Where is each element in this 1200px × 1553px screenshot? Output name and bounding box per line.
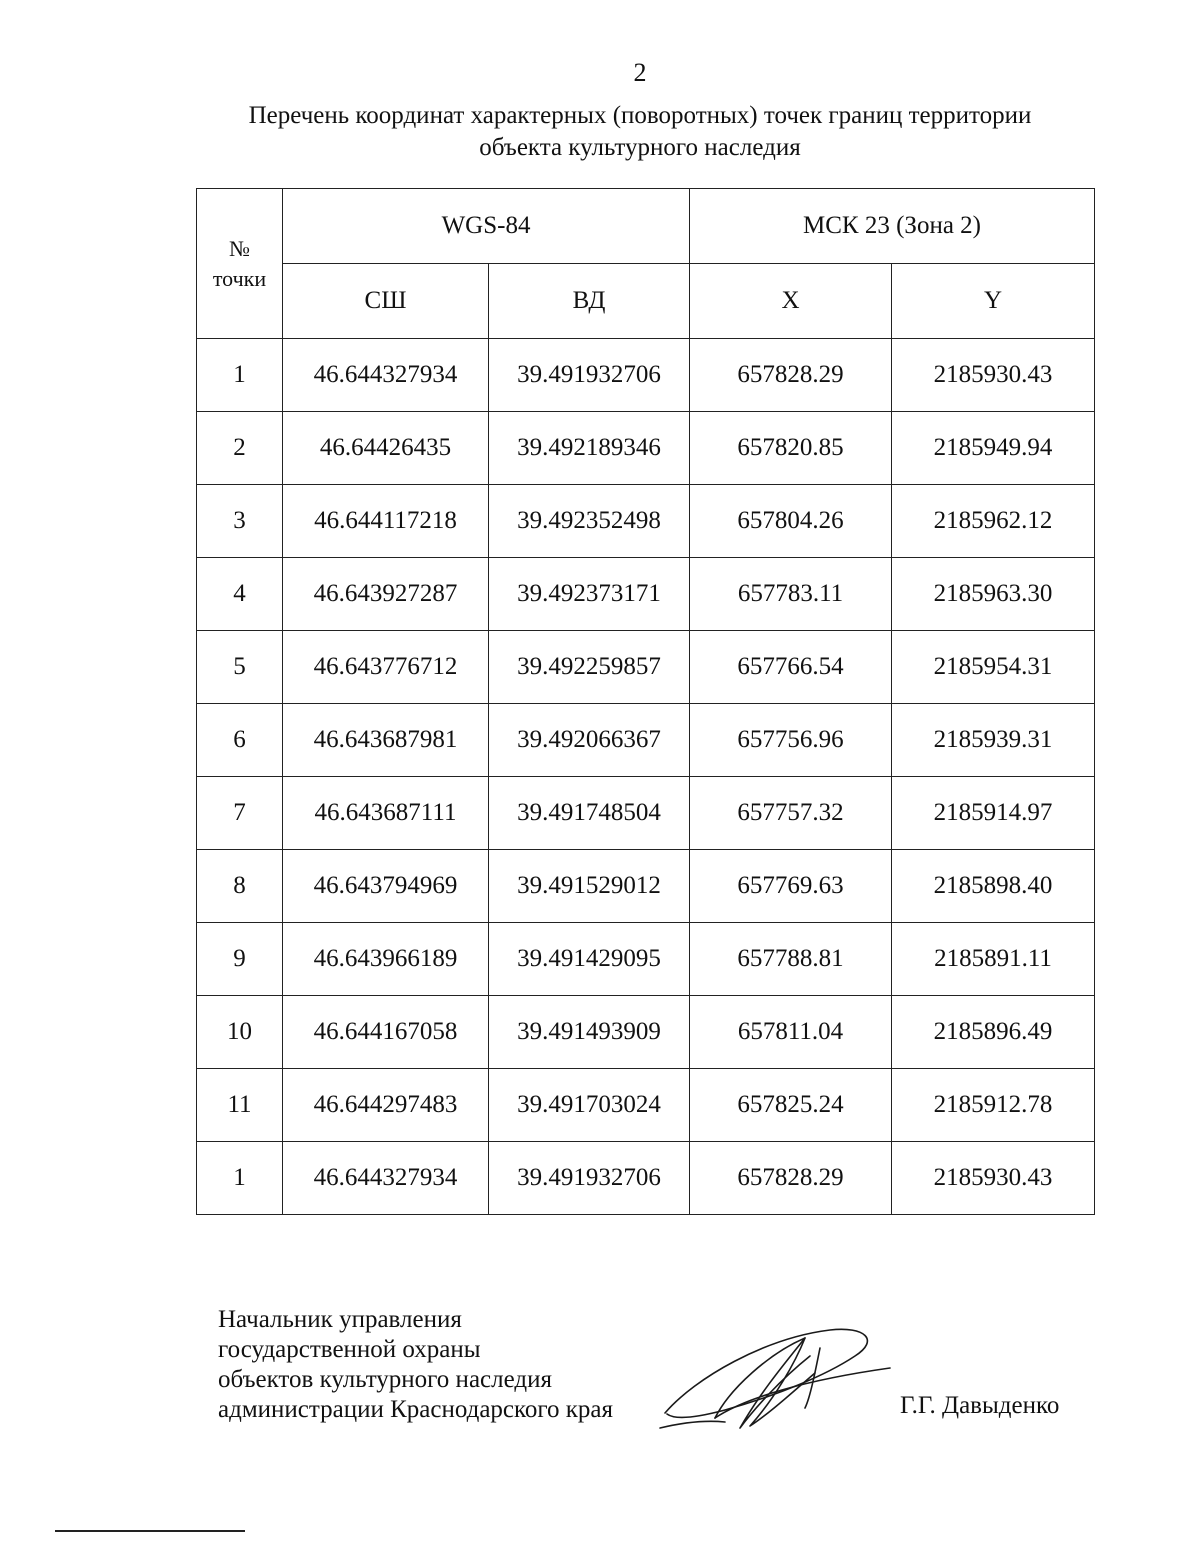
longitude-cell: 39.492066367 — [489, 704, 690, 777]
point-number-cell: 1 — [197, 339, 283, 412]
point-number-cell: 3 — [197, 485, 283, 558]
table-row — [197, 1069, 1095, 1142]
signer-position-line: государственной охраны — [218, 1336, 481, 1363]
latitude-cell: 46.643687981 — [283, 704, 489, 777]
y-cell: 2185914.97 — [892, 777, 1095, 850]
table-row — [197, 850, 1095, 923]
longitude-cell: 39.491529012 — [489, 850, 690, 923]
longitude-cell: 39.492352498 — [489, 485, 690, 558]
signature-stroke — [715, 1368, 890, 1418]
signature-stroke — [665, 1329, 867, 1417]
latitude-cell: 46.643687111 — [283, 777, 489, 850]
signer-position-line: администрации Краснодарского края — [218, 1396, 614, 1423]
y-cell: 2185896.49 — [892, 996, 1095, 1069]
table-row — [197, 923, 1095, 996]
signer-position — [218, 1305, 613, 1425]
longitude-cell: 39.492189346 — [489, 412, 690, 485]
x-cell: 657811.04 — [690, 996, 892, 1069]
signature-stroke — [750, 1338, 815, 1426]
y-cell: 2185954.31 — [892, 631, 1095, 704]
x-cell: 657757.32 — [690, 777, 892, 850]
wgs84-group-header: WGS-84 — [283, 189, 690, 264]
longitude-cell: 39.491493909 — [489, 996, 690, 1069]
signer-name: Г.Г. Давыденко — [900, 1392, 1060, 1419]
point-number-cell: 2 — [197, 412, 283, 485]
coordinates-table — [196, 188, 1095, 1215]
longitude-header: ВД — [489, 264, 690, 339]
y-cell: 2185898.40 — [892, 850, 1095, 923]
x-cell: 657783.11 — [690, 558, 892, 631]
table-row — [197, 996, 1095, 1069]
longitude-cell: 39.491932706 — [489, 1142, 690, 1215]
x-cell: 657766.54 — [690, 631, 892, 704]
point-number-header-label: точки — [212, 265, 267, 291]
latitude-cell: 46.644167058 — [283, 996, 489, 1069]
x-cell: 657769.63 — [690, 850, 892, 923]
longitude-cell: 39.492259857 — [489, 631, 690, 704]
y-cell: 2185939.31 — [892, 704, 1095, 777]
table-row — [197, 558, 1095, 631]
point-number-cell: 9 — [197, 923, 283, 996]
x-cell: 657828.29 — [690, 339, 892, 412]
point-number-cell: 11 — [197, 1069, 283, 1142]
x-cell: 657756.96 — [690, 704, 892, 777]
signature-stroke — [715, 1338, 810, 1428]
document-title-line-1: Перечень координат характерных (поворотных) точек границ территории — [248, 102, 1032, 129]
table-row — [197, 485, 1095, 558]
longitude-cell: 39.491748504 — [489, 777, 690, 850]
table-row — [197, 1142, 1095, 1215]
point-number-cell: 1 — [197, 1142, 283, 1215]
handwritten-signature — [655, 1318, 895, 1448]
latitude-cell: 46.643927287 — [283, 558, 489, 631]
footer-divider — [55, 1530, 245, 1532]
y-cell: 2185912.78 — [892, 1069, 1095, 1142]
y-cell: 2185891.11 — [892, 923, 1095, 996]
point-number-cell: 4 — [197, 558, 283, 631]
latitude-header: СШ — [283, 264, 489, 339]
y-cell: 2185962.12 — [892, 485, 1095, 558]
x-cell: 657828.29 — [690, 1142, 892, 1215]
latitude-cell: 46.643776712 — [283, 631, 489, 704]
x-cell: 657820.85 — [690, 412, 892, 485]
latitude-cell: 46.64426435 — [283, 412, 489, 485]
table-row — [197, 704, 1095, 777]
y-header: Y — [892, 264, 1095, 339]
document-title — [150, 100, 1130, 164]
msk23-group-header: МСК 23 (Зона 2) — [690, 189, 1095, 264]
table-row — [197, 339, 1095, 412]
signer-position-line: Начальник управления — [218, 1306, 462, 1333]
signer-position-line: объектов культурного наследия — [218, 1366, 552, 1393]
page-number: 2 — [633, 58, 647, 87]
x-header: X — [690, 264, 892, 339]
table-row — [197, 412, 1095, 485]
y-cell: 2185930.43 — [892, 339, 1095, 412]
table-row — [197, 777, 1095, 850]
x-cell: 657804.26 — [690, 485, 892, 558]
y-cell: 2185963.30 — [892, 558, 1095, 631]
latitude-cell: 46.644327934 — [283, 1142, 489, 1215]
longitude-cell: 39.492373171 — [489, 558, 690, 631]
y-cell: 2185949.94 — [892, 412, 1095, 485]
latitude-cell: 46.643966189 — [283, 923, 489, 996]
point-number-cell: 6 — [197, 704, 283, 777]
point-number-cell: 8 — [197, 850, 283, 923]
point-number-header-symbol: № — [229, 235, 250, 261]
signature-stroke — [660, 1421, 725, 1428]
latitude-cell: 46.644297483 — [283, 1069, 489, 1142]
longitude-cell: 39.491429095 — [489, 923, 690, 996]
y-cell: 2185930.43 — [892, 1142, 1095, 1215]
latitude-cell: 46.644117218 — [283, 485, 489, 558]
point-number-cell: 7 — [197, 777, 283, 850]
document-title-line-2: объекта культурного наследия — [479, 134, 801, 161]
longitude-cell: 39.491932706 — [489, 339, 690, 412]
table-row — [197, 631, 1095, 704]
point-number-cell: 5 — [197, 631, 283, 704]
longitude-cell: 39.491703024 — [489, 1069, 690, 1142]
point-number-cell: 10 — [197, 996, 283, 1069]
point-number-header — [197, 189, 283, 339]
latitude-cell: 46.644327934 — [283, 339, 489, 412]
latitude-cell: 46.643794969 — [283, 850, 489, 923]
x-cell: 657825.24 — [690, 1069, 892, 1142]
x-cell: 657788.81 — [690, 923, 892, 996]
